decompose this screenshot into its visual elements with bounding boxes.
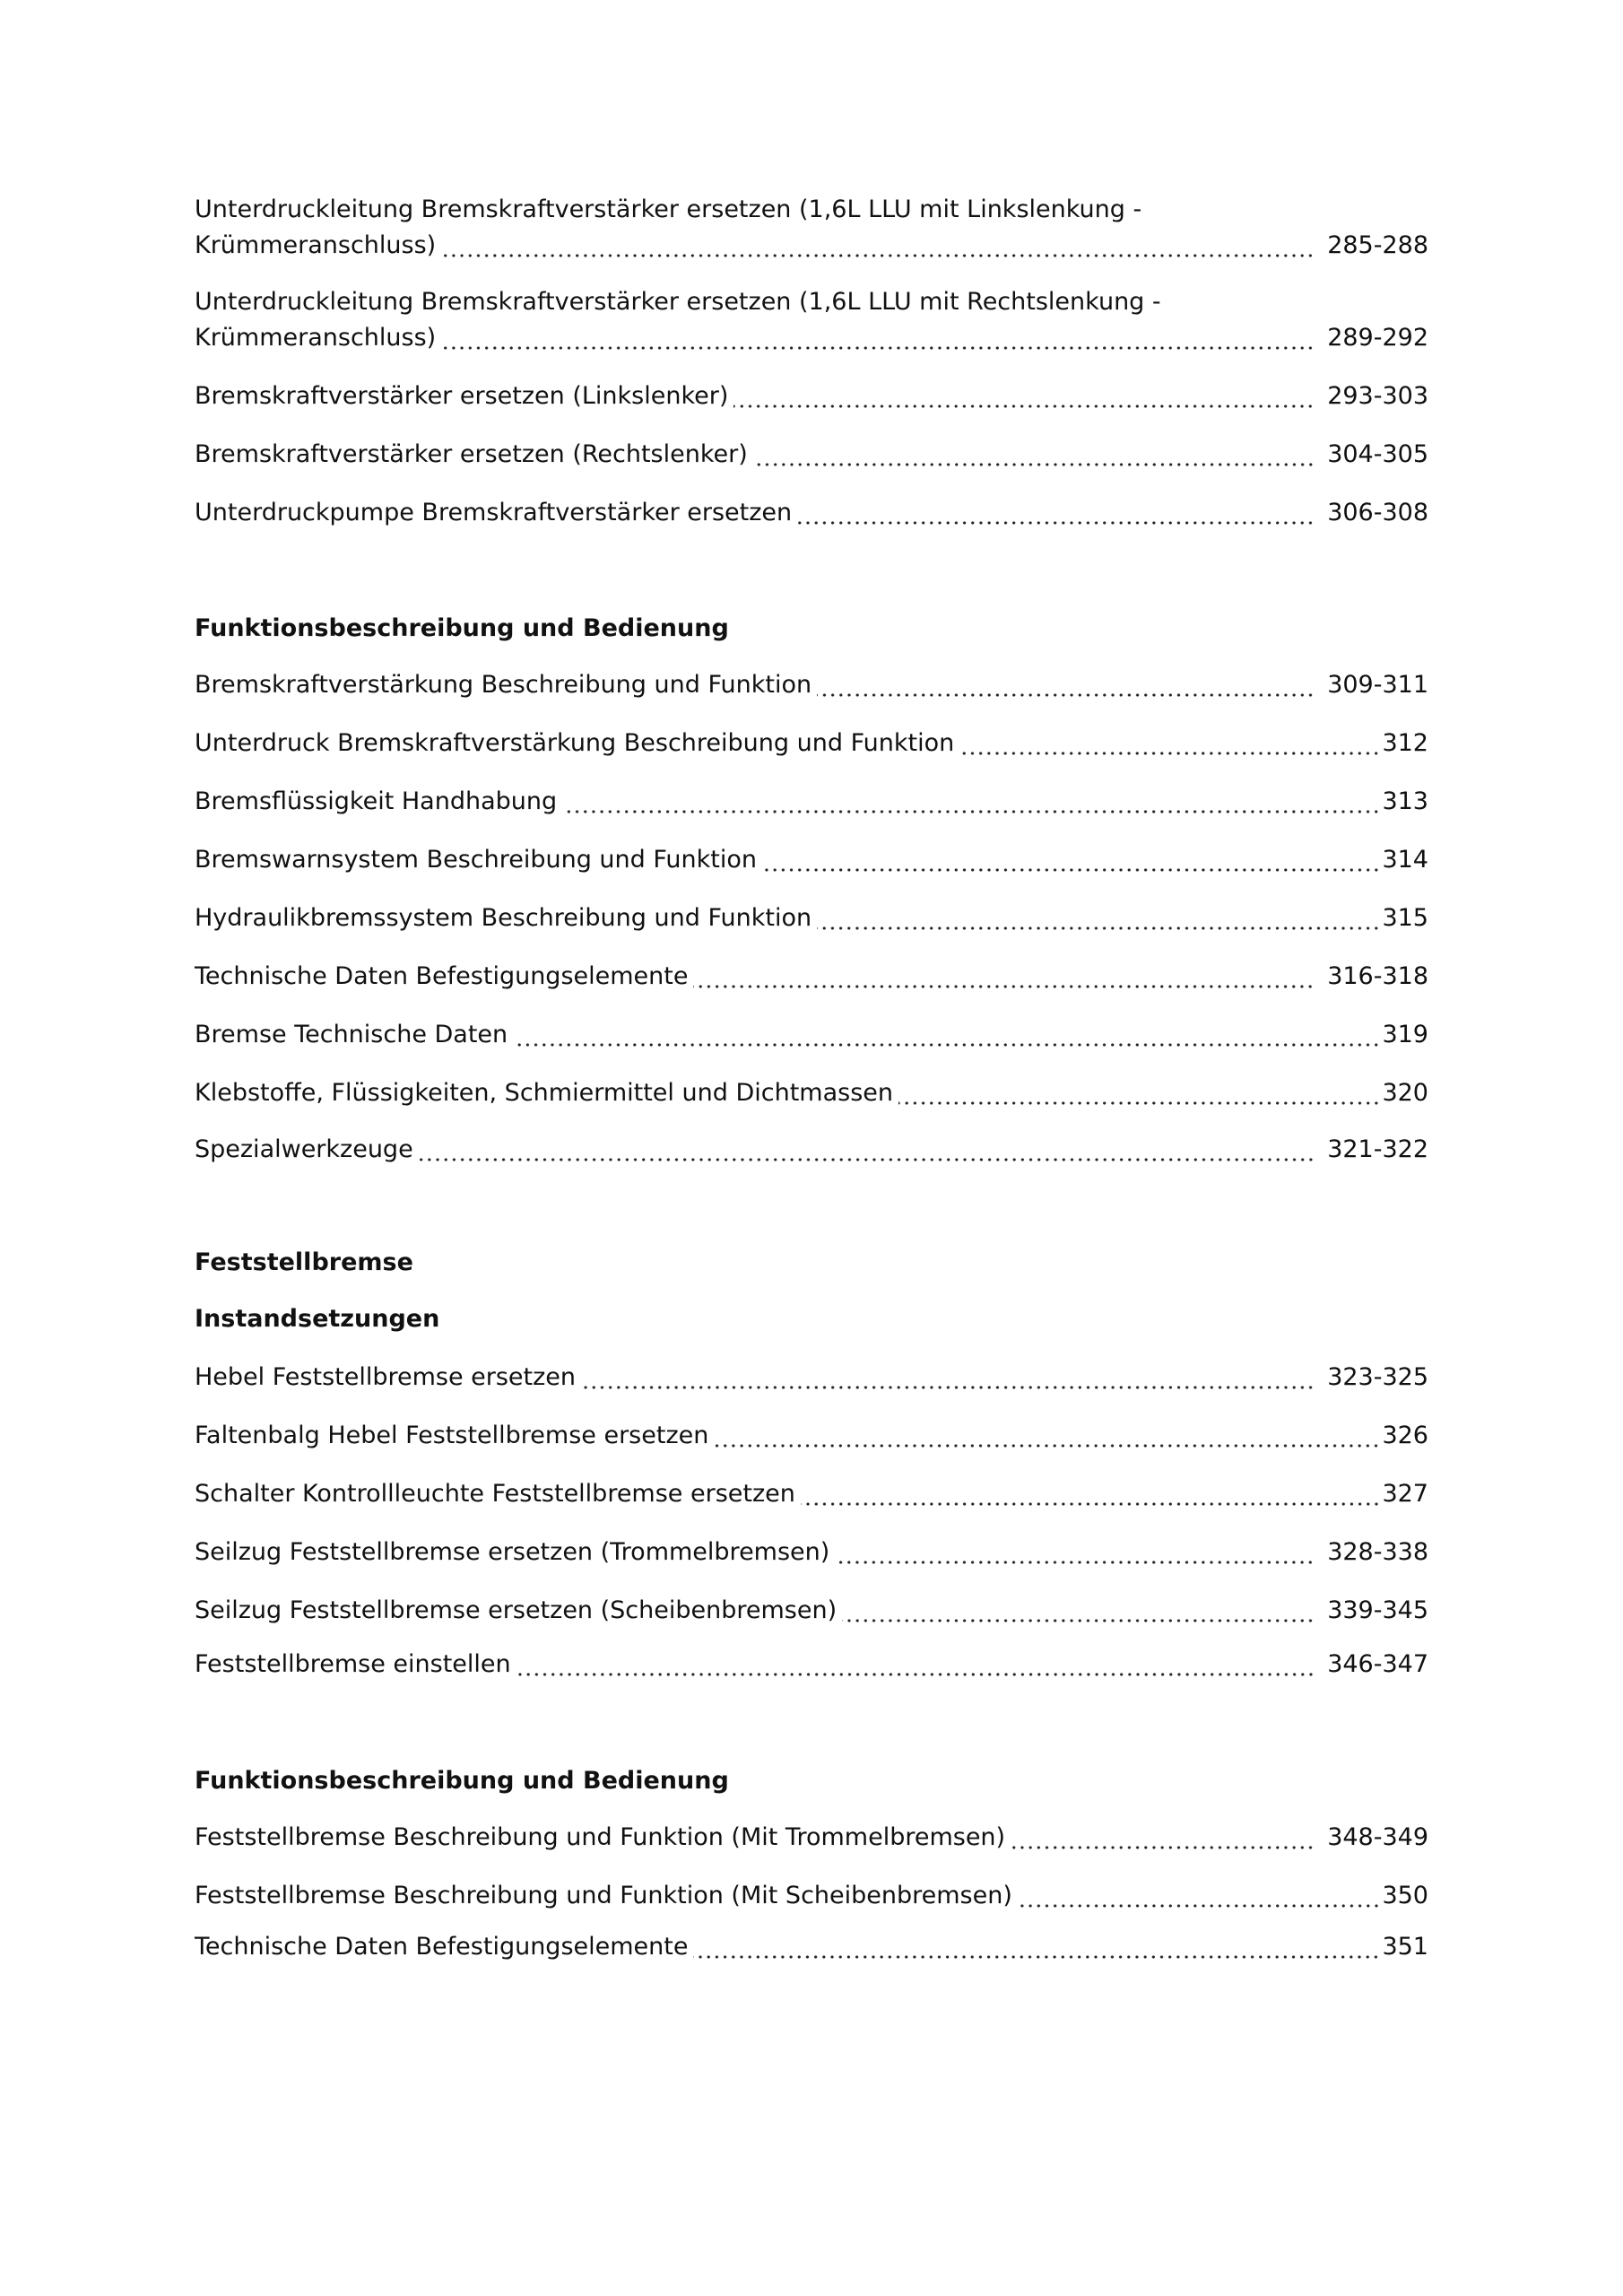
toc-entry-title: Bremsflüssigkeit Handhabung xyxy=(195,787,558,815)
toc-entry[interactable] xyxy=(195,726,1428,761)
toc-entry-pages: 304-305 xyxy=(1327,440,1428,468)
toc-entry-title: Hebel Feststellbremse ersetzen xyxy=(195,1363,577,1391)
toc-entry[interactable] xyxy=(195,959,1428,995)
toc-entry-title: Feststellbremse Beschreibung und Funktion (Mit Scheibenbremsen) xyxy=(195,1882,1012,1909)
dot-leader xyxy=(817,900,1380,936)
dot-leader xyxy=(817,667,1315,703)
toc-entry-title-line2: Krümmeranschluss) xyxy=(195,231,437,259)
toc-entry-pages: 327 xyxy=(1382,1480,1428,1508)
toc-entry[interactable] xyxy=(195,1075,1428,1111)
toc-entry[interactable] xyxy=(195,1929,1428,1965)
section-subheading: Instandsetzungen xyxy=(195,1305,440,1333)
toc-entry-title: Bremswarnsystem Beschreibung und Funktion xyxy=(195,846,758,874)
section-heading: Funktionsbeschreibung und Bedienung xyxy=(195,1767,729,1795)
toc-entry-title: Faltenbalg Hebel Feststellbremse ersetzen xyxy=(195,1422,709,1449)
toc-entry[interactable] xyxy=(195,842,1428,878)
dot-leader xyxy=(801,1476,1381,1512)
toc-entry-title: Bremskraftverstärkung Beschreibung und Funktion xyxy=(195,671,812,699)
toc-entry-title: Seilzug Feststellbremse ersetzen (Trommelbremsen) xyxy=(195,1538,830,1566)
toc-entry-title: Schalter Kontrollleuchte Feststellbremse ersetzen xyxy=(195,1480,795,1508)
toc-entry-title: Feststellbremse Beschreibung und Funktion (Mit Trommelbremsen) xyxy=(195,1823,1006,1851)
toc-entry-pages: 339-345 xyxy=(1327,1596,1428,1624)
toc-entry-title: Feststellbremse einstellen xyxy=(195,1650,511,1678)
toc-entry[interactable] xyxy=(195,1360,1428,1396)
toc-entry-pages: 306-308 xyxy=(1327,499,1428,526)
toc-entry-pages: 316-318 xyxy=(1327,962,1428,990)
toc-entry-pages: 350 xyxy=(1382,1882,1428,1909)
toc-entry-pages: 321-322 xyxy=(1327,1135,1428,1163)
toc-entry-pages: 319 xyxy=(1382,1021,1428,1048)
toc-entry[interactable] xyxy=(195,1647,1428,1683)
toc-entry[interactable] xyxy=(195,437,1428,473)
dot-leader xyxy=(835,1535,1315,1570)
toc-entry[interactable] xyxy=(195,1878,1428,1914)
toc-entry-title: Bremskraftverstärker ersetzen (Rechtslenker) xyxy=(195,440,748,468)
toc-entry[interactable] xyxy=(195,1418,1428,1454)
dot-leader xyxy=(1018,1878,1381,1914)
toc-entry-pages: 323-325 xyxy=(1327,1363,1428,1391)
toc-entry-title: Klebstoffe, Flüssigkeiten, Schmiermittel und Dichtmassen xyxy=(195,1079,893,1107)
toc-entry[interactable] xyxy=(195,667,1428,703)
dot-leader xyxy=(513,1017,1380,1053)
section-heading: Feststellbremse xyxy=(195,1248,413,1276)
toc-entry-pages: 313 xyxy=(1382,787,1428,815)
dot-leader xyxy=(733,378,1315,414)
toc-entry-pages: 293-303 xyxy=(1327,382,1428,410)
dot-leader xyxy=(797,495,1315,531)
toc-entry-title: Spezialwerkzeuge xyxy=(195,1135,413,1163)
toc-entry-pages: 312 xyxy=(1382,729,1428,757)
toc-entry[interactable] xyxy=(195,378,1428,414)
dot-leader xyxy=(753,437,1315,473)
toc-entry-pages: 314 xyxy=(1382,846,1428,874)
section-heading: Funktionsbeschreibung und Bedienung xyxy=(195,614,729,642)
toc-entry[interactable] xyxy=(195,284,1428,356)
toc-entry[interactable] xyxy=(195,1132,1428,1168)
toc-entry-title-line2: Krümmeranschluss) xyxy=(195,324,437,352)
toc-entry[interactable] xyxy=(195,1820,1428,1856)
toc-entry-title-line1: Unterdruckleitung Bremskraftverstärker ersetzen (1,6L LLU mit Rechtslenkung - xyxy=(195,288,1161,316)
toc-entry[interactable] xyxy=(195,192,1428,264)
dot-leader xyxy=(714,1418,1380,1454)
dot-leader xyxy=(898,1075,1380,1111)
toc-entry[interactable] xyxy=(195,784,1428,820)
toc-entry[interactable] xyxy=(195,1593,1428,1629)
toc-entry-pages: 351 xyxy=(1382,1933,1428,1961)
toc-entry-title-line1: Unterdruckleitung Bremskraftverstärker ersetzen (1,6L LLU mit Linkslenkung - xyxy=(195,196,1142,223)
toc-entry-title: Technische Daten Befestigungselemente xyxy=(195,1933,689,1961)
toc-entry-title: Seilzug Feststellbremse ersetzen (Scheibenbremsen) xyxy=(195,1596,838,1624)
toc-entry-pages: 346-347 xyxy=(1327,1650,1428,1678)
toc-entry-title: Hydraulikbremssystem Beschreibung und Funktion xyxy=(195,904,812,932)
dot-leader xyxy=(693,959,1315,995)
dot-leader xyxy=(419,1132,1315,1168)
dot-leader xyxy=(842,1593,1315,1629)
dot-leader xyxy=(762,842,1380,878)
dot-leader xyxy=(959,726,1380,761)
dot-leader xyxy=(581,1360,1315,1396)
toc-entry[interactable] xyxy=(195,1535,1428,1570)
dot-leader xyxy=(441,228,1315,264)
dot-leader xyxy=(693,1929,1380,1965)
dot-leader xyxy=(1011,1820,1315,1856)
toc-entry-pages: 289-292 xyxy=(1327,324,1428,352)
toc-entry-pages: 328-338 xyxy=(1327,1538,1428,1566)
toc-entry-title: Unterdruck Bremskraftverstärkung Beschreibung und Funktion xyxy=(195,729,955,757)
toc-entry-title: Bremse Technische Daten xyxy=(195,1021,508,1048)
toc-entry-title: Technische Daten Befestigungselemente xyxy=(195,962,689,990)
toc-entry-pages: 285-288 xyxy=(1327,231,1428,259)
toc-entry-pages: 348-349 xyxy=(1327,1823,1428,1851)
dot-leader xyxy=(562,784,1380,820)
toc-entry-pages: 315 xyxy=(1382,904,1428,932)
toc-entry[interactable] xyxy=(195,900,1428,936)
toc-entry-title: Unterdruckpumpe Bremskraftverstärker ersetzen xyxy=(195,499,793,526)
toc-entry[interactable] xyxy=(195,1017,1428,1053)
dot-leader xyxy=(441,320,1315,356)
toc-entry-pages: 326 xyxy=(1382,1422,1428,1449)
toc-entry-pages: 309-311 xyxy=(1327,671,1428,699)
toc-entry[interactable] xyxy=(195,1476,1428,1512)
toc-entry-title: Bremskraftverstärker ersetzen (Linkslenker) xyxy=(195,382,729,410)
toc-entry[interactable] xyxy=(195,495,1428,531)
dot-leader xyxy=(516,1647,1315,1683)
toc-entry-pages: 320 xyxy=(1382,1079,1428,1107)
